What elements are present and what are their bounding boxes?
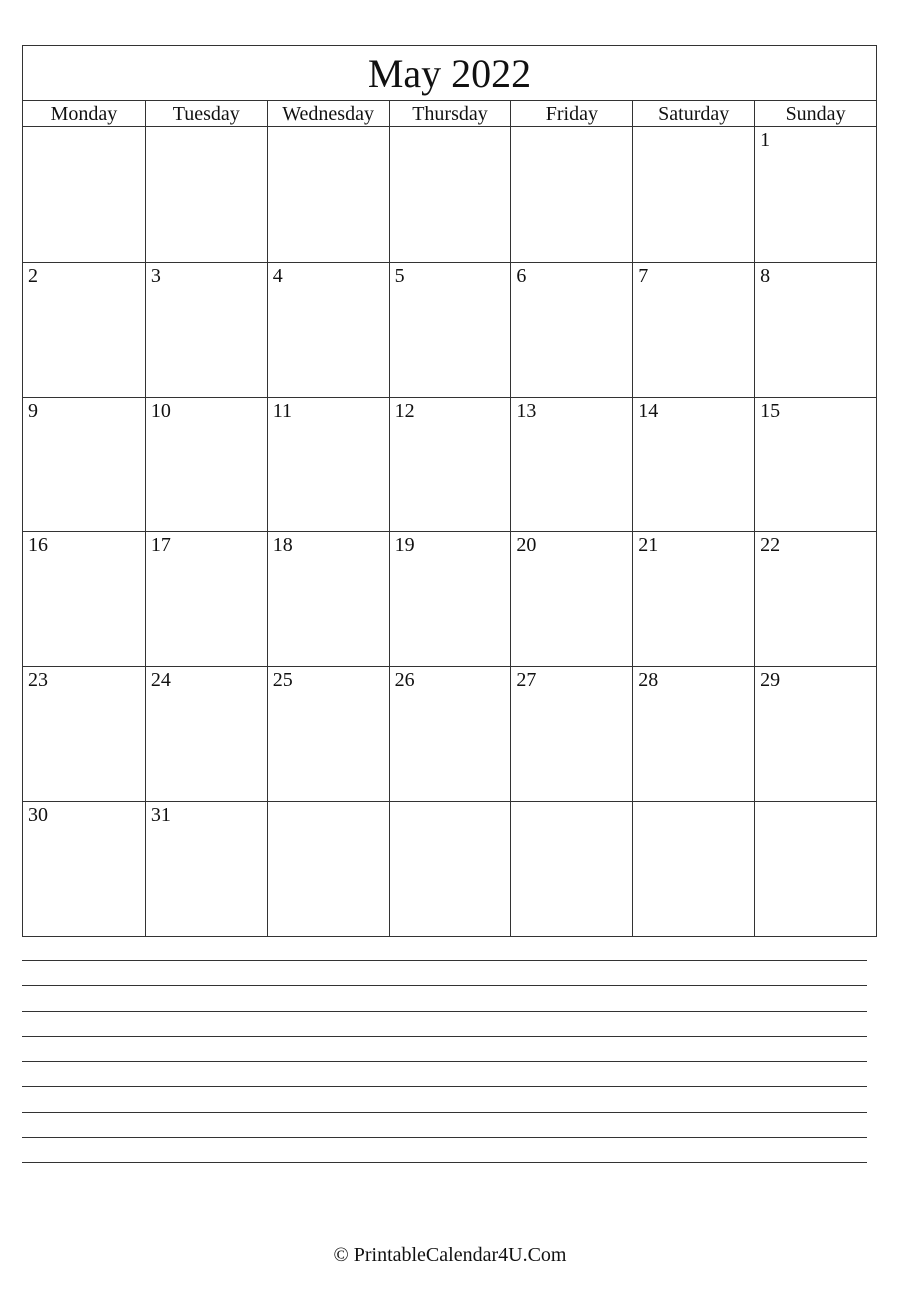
day-cell: 31: [145, 801, 267, 936]
day-cell: 3: [145, 262, 267, 397]
day-cell: 15: [754, 397, 876, 532]
day-cell: 8: [754, 262, 876, 397]
note-line: [22, 1137, 867, 1138]
weekday-friday: Friday: [510, 101, 632, 126]
day-cell: [267, 801, 389, 936]
day-cell: 6: [510, 262, 632, 397]
weekday-wednesday: Wednesday: [267, 101, 389, 126]
day-cell: 18: [267, 531, 389, 666]
day-cell: 27: [510, 666, 632, 801]
day-cell: 19: [389, 531, 511, 666]
day-cell: [23, 127, 145, 262]
day-cell: 30: [23, 801, 145, 936]
day-cell: 10: [145, 397, 267, 532]
day-cell: 21: [632, 531, 754, 666]
day-cell: [267, 127, 389, 262]
day-cell: [632, 801, 754, 936]
weekday-sunday: Sunday: [754, 101, 876, 126]
day-cell: 16: [23, 531, 145, 666]
note-line: [22, 1036, 867, 1037]
day-cell: 2: [23, 262, 145, 397]
note-line: [22, 985, 867, 986]
day-cell: 17: [145, 531, 267, 666]
day-cell: [510, 127, 632, 262]
weekday-thursday: Thursday: [389, 101, 511, 126]
day-cell: 24: [145, 666, 267, 801]
calendar-title: May 2022: [23, 46, 876, 101]
notes-area: [22, 960, 867, 1188]
day-cell: 7: [632, 262, 754, 397]
weekday-header-row: [23, 101, 876, 127]
day-cell: 1: [754, 127, 876, 262]
day-cell: 29: [754, 666, 876, 801]
weekday-monday: Monday: [50, 103, 118, 125]
day-cell: 20: [510, 531, 632, 666]
note-line: [22, 1011, 867, 1012]
day-cell: 13: [510, 397, 632, 532]
weekday-tuesday: Tuesday: [145, 101, 267, 126]
day-cell: 12: [389, 397, 511, 532]
day-cell: [510, 801, 632, 936]
day-cell: 22: [754, 531, 876, 666]
day-cell: [632, 127, 754, 262]
note-line: [22, 1061, 867, 1062]
note-line: [22, 1162, 867, 1163]
day-cell: 28: [632, 666, 754, 801]
note-line: [22, 1112, 867, 1113]
day-cell: [145, 127, 267, 262]
footer-copyright: © PrintableCalendar4U.Com: [333, 1244, 567, 1266]
day-cell: 5: [389, 262, 511, 397]
note-line: [22, 1086, 867, 1087]
day-cell: [389, 801, 511, 936]
calendar-table: [22, 45, 877, 937]
day-cell: [389, 127, 511, 262]
day-cell: 9: [23, 397, 145, 532]
day-cell: [754, 801, 876, 936]
day-cell: 26: [389, 666, 511, 801]
note-line: [22, 960, 867, 961]
day-cell: 23: [23, 666, 145, 801]
day-cell: 11: [267, 397, 389, 532]
day-cell: 14: [632, 397, 754, 532]
day-cell: 25: [267, 666, 389, 801]
weekday-saturday: Saturday: [632, 101, 754, 126]
day-grid: [23, 127, 876, 936]
day-cell: 4: [267, 262, 389, 397]
